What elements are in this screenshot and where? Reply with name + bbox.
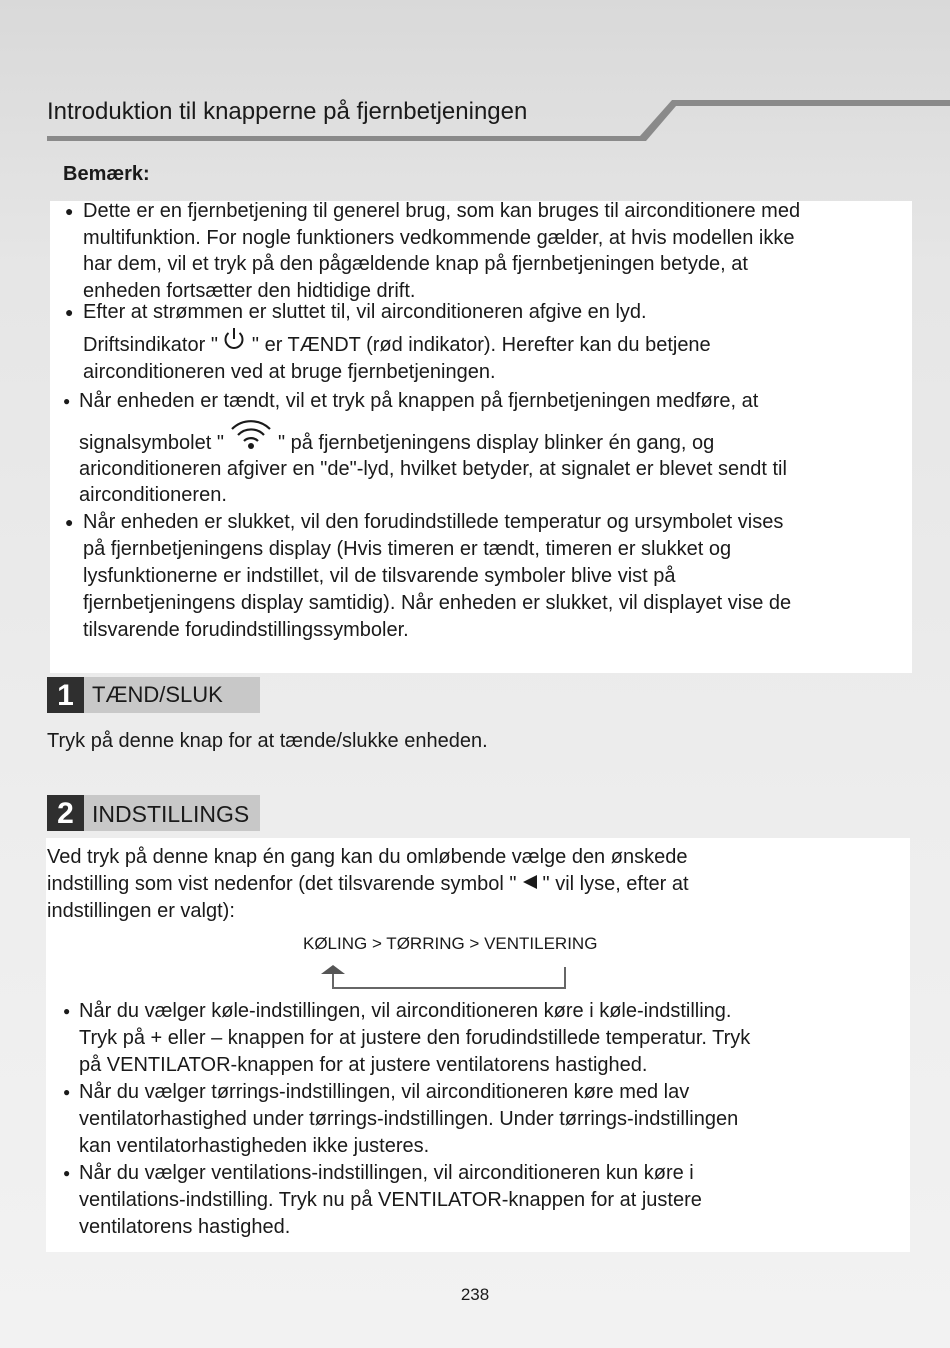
section-2-title: INDSTILLINGS bbox=[92, 801, 250, 827]
note-label: Bemærk: bbox=[63, 163, 150, 185]
note-bullet-4-line: lysfunktionerne er indstillet, vil de tilsvarende symboler blive vist på bbox=[83, 565, 676, 587]
note-bullet-4-line: ● Når enheden er slukket, vil den forudindstillede temperatur og ursymbolet vises bbox=[83, 509, 783, 536]
section-2-header bbox=[47, 795, 260, 831]
page-title: Introduktion til knapperne på fjernbetjeningen bbox=[47, 98, 528, 125]
mode-cycle-text: KØLING > TØRRING > VENTILERING bbox=[303, 934, 598, 953]
signal-icon bbox=[226, 419, 276, 453]
section-2-number: 2 bbox=[47, 795, 84, 831]
section-1-header bbox=[47, 677, 260, 713]
note-bullet-4-line: tilsvarende forudindstillingssymboler. bbox=[83, 619, 409, 641]
text-span: Driftsindikator " bbox=[83, 334, 218, 356]
section-2-bullet-2-line: kan ventilatorhastigheden ikke justeres. bbox=[79, 1135, 430, 1157]
section-2-bullet-1-line: ● Når du vælger køle-indstillingen, vil airconditioneren køre i køle-indstilling. bbox=[79, 998, 731, 1025]
note-bullet-1-line: ● Dette er en fjernbetjening til generel brug, som kan bruges til airconditionere med bbox=[83, 198, 800, 225]
text-span: " vil lyse, efter at bbox=[542, 873, 689, 895]
section-2-bullet-3-line: ventilations-indstilling. Tryk nu på VENTILATOR-knappen for at justere bbox=[79, 1189, 702, 1211]
note-bullet-2-line bbox=[83, 332, 711, 359]
text-span: " på fjernbetjeningens display blinker én gang, og bbox=[277, 432, 715, 454]
note-bullet-4-line: fjernbetjeningens display samtidig). Når enheden er slukket, vil displayet vise de bbox=[83, 592, 792, 614]
section-2-bullet-2-line: ventilatorhastighed under tørrings-indstillingen. Under tørrings-indstillingen bbox=[79, 1108, 739, 1130]
section-2-intro-line: indstillingen er valgt): bbox=[47, 900, 235, 922]
section-2-bullet-1-line: på VENTILATOR-knappen for at justere ventilatorens hastighed. bbox=[79, 1054, 648, 1076]
note-bullet-3-line: ariconditioneren afgiver en "de"-lyd, hvilket betyder, at signalet er blevet sendt til bbox=[79, 458, 787, 480]
note-bullet-4-line: på fjernbetjeningens display (Hvis timeren er tændt, timeren er slukket og bbox=[83, 538, 732, 560]
note-bullet-1-line: har dem, vil et tryk på den pågældende knap på fjernbetjeningen betyde, at bbox=[83, 253, 748, 275]
note-bullet-1-line: multifunktion. For nogle funktioners vedkommende gælder, at hvis modellen ikke bbox=[83, 227, 795, 249]
section-2-intro-line: Ved tryk på denne knap én gang kan du omløbende vælge den ønskede bbox=[47, 846, 688, 868]
text-span: signalsymbolet " bbox=[79, 432, 224, 454]
section-2-intro-line bbox=[47, 871, 689, 898]
note-bullet-1-line: enheden fortsætter den hidtidige drift. bbox=[83, 280, 416, 302]
section-2-bullet-3-line: ventilatorens hastighed. bbox=[79, 1216, 291, 1238]
triangle-left-icon bbox=[521, 873, 539, 891]
note-bullet-3-line: ● Når enheden er tændt, vil et tryk på knappen på fjernbetjeningen medføre, at bbox=[79, 388, 758, 415]
power-icon bbox=[220, 325, 248, 353]
section-1-body: Tryk på denne knap for at tænde/slukke enheden. bbox=[47, 730, 488, 752]
note-bullet-3-line bbox=[79, 430, 714, 457]
section-2-bullet-3-line: ● Når du vælger ventilations-indstillingen, vil airconditioneren kun køre i bbox=[79, 1160, 694, 1187]
note-bullet-2-line: airconditioneren ved at bruge fjernbetjeningen. bbox=[83, 361, 496, 383]
text-span: indstilling som vist nedenfor (det tilsvarende symbol " bbox=[47, 873, 517, 895]
section-1-number: 1 bbox=[47, 677, 84, 713]
note-bullet-2-line: ● Efter at strømmen er sluttet til, vil airconditioneren afgive en lyd. bbox=[83, 299, 647, 326]
page-number: 238 bbox=[460, 1285, 490, 1304]
return-arrow-icon bbox=[318, 962, 570, 992]
note-bullet-3-line: airconditioneren. bbox=[79, 484, 227, 506]
text-span: " er TÆNDT (rød indikator). Herefter kan du betjene bbox=[251, 334, 711, 356]
section-2-bullet-2-line: ● Når du vælger tørrings-indstillingen, vil airconditioneren køre med lav bbox=[79, 1079, 689, 1106]
section-2-bullet-1-line: Tryk på + eller – knappen for at justere den forudindstillede temperatur. Tryk bbox=[79, 1027, 751, 1049]
section-1-title: TÆND/SLUK bbox=[92, 682, 223, 707]
